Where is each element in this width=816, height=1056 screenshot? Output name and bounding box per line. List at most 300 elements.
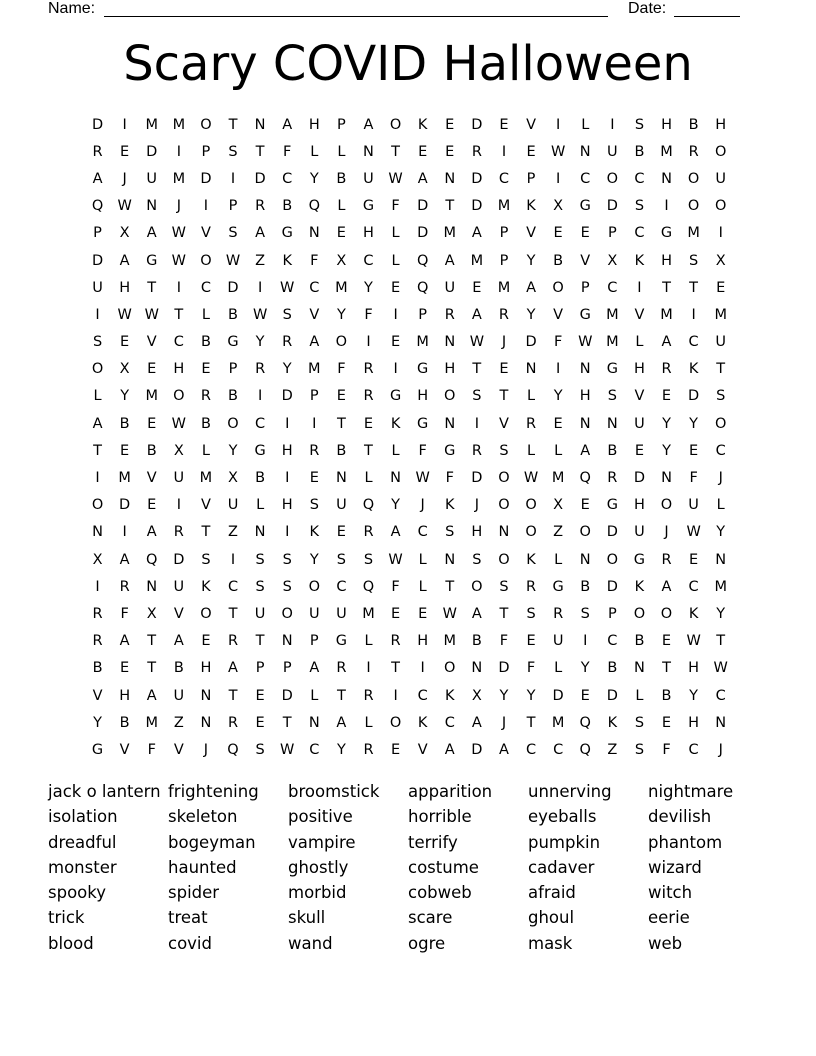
grid-letter[interactable]: U: [146, 170, 158, 187]
grid-letter[interactable]: O: [91, 497, 104, 514]
grid-letter[interactable]: A: [119, 633, 130, 650]
grid-letter[interactable]: Q: [579, 470, 591, 487]
grid-letter[interactable]: G: [606, 361, 618, 378]
grid-letter[interactable]: O: [687, 170, 700, 187]
grid-letter[interactable]: J: [718, 470, 723, 487]
grid-letter[interactable]: N: [444, 551, 456, 568]
grid-letter[interactable]: E: [336, 388, 346, 405]
grid-letter[interactable]: I: [474, 415, 479, 432]
grid-letter[interactable]: L: [527, 442, 536, 459]
grid-letter[interactable]: T: [662, 660, 671, 677]
grid-letter[interactable]: R: [255, 361, 266, 378]
grid-letter[interactable]: K: [390, 415, 401, 432]
grid-letter[interactable]: O: [660, 497, 673, 514]
grid-letter[interactable]: S: [363, 551, 374, 568]
grid-letter[interactable]: W: [442, 605, 457, 622]
grid-letter[interactable]: E: [445, 143, 455, 160]
grid-letter[interactable]: E: [526, 633, 536, 650]
grid-letter[interactable]: O: [389, 116, 402, 133]
grid-letter[interactable]: H: [661, 116, 672, 133]
grid-letter[interactable]: W: [686, 633, 701, 650]
grid-letter[interactable]: M: [308, 361, 321, 378]
grid-letter[interactable]: V: [634, 306, 645, 323]
grid-letter[interactable]: Y: [526, 687, 536, 704]
grid-letter[interactable]: S: [255, 551, 265, 568]
grid-letter[interactable]: U: [607, 143, 618, 160]
grid-letter[interactable]: C: [309, 279, 320, 296]
grid-letter[interactable]: L: [527, 388, 536, 405]
grid-letter[interactable]: I: [176, 497, 181, 514]
grid-letter[interactable]: B: [688, 116, 699, 133]
grid-letter[interactable]: A: [119, 252, 130, 269]
grid-letter[interactable]: U: [227, 497, 239, 514]
grid-letter[interactable]: A: [309, 334, 320, 351]
grid-letter[interactable]: M: [551, 714, 565, 731]
grid-letter[interactable]: G: [579, 306, 591, 323]
grid-letter[interactable]: A: [119, 551, 130, 568]
grid-letter[interactable]: Q: [146, 551, 158, 568]
grid-letter[interactable]: N: [444, 334, 456, 351]
grid-letter[interactable]: U: [688, 497, 699, 514]
grid-letter[interactable]: M: [606, 306, 619, 323]
grid-letter[interactable]: X: [119, 225, 130, 242]
grid-letter[interactable]: Y: [364, 279, 373, 296]
grid-letter[interactable]: C: [498, 170, 510, 187]
grid-letter[interactable]: M: [199, 470, 213, 487]
grid-letter[interactable]: U: [444, 279, 456, 296]
grid-letter[interactable]: N: [390, 470, 401, 487]
grid-letter[interactable]: R: [607, 470, 618, 487]
grid-letter[interactable]: J: [420, 497, 425, 514]
grid-letter[interactable]: D: [173, 551, 185, 568]
grid-letter[interactable]: I: [556, 116, 561, 133]
grid-letter[interactable]: E: [689, 551, 699, 568]
grid-letter[interactable]: Z: [607, 741, 618, 758]
grid-letter[interactable]: S: [92, 334, 103, 351]
grid-letter[interactable]: W: [252, 306, 268, 323]
grid-letter[interactable]: L: [364, 633, 373, 650]
grid-letter[interactable]: N: [254, 116, 266, 133]
grid-letter[interactable]: O: [498, 497, 510, 514]
grid-letter[interactable]: U: [173, 578, 185, 595]
grid-letter[interactable]: L: [201, 306, 210, 323]
grid-letter[interactable]: C: [553, 741, 564, 758]
grid-letter[interactable]: L: [310, 687, 319, 704]
grid-letter[interactable]: O: [200, 605, 212, 622]
grid-letter[interactable]: D: [552, 687, 564, 704]
grid-letter[interactable]: H: [444, 361, 456, 378]
grid-letter[interactable]: A: [444, 252, 455, 269]
grid-letter[interactable]: C: [688, 578, 699, 595]
grid-letter[interactable]: M: [172, 170, 186, 187]
grid-letter[interactable]: K: [445, 687, 455, 704]
grid-letter[interactable]: Y: [499, 687, 509, 704]
grid-letter[interactable]: V: [173, 741, 184, 758]
grid-letter[interactable]: D: [91, 252, 104, 269]
grid-letter[interactable]: T: [228, 687, 238, 704]
grid-letter[interactable]: D: [525, 334, 537, 351]
grid-letter[interactable]: K: [607, 714, 618, 731]
grid-letter[interactable]: D: [471, 198, 483, 215]
grid-letter[interactable]: D: [417, 198, 429, 215]
grid-letter[interactable]: E: [390, 741, 401, 758]
grid-letter[interactable]: E: [255, 714, 265, 731]
grid-letter[interactable]: I: [393, 306, 398, 323]
grid-letter[interactable]: X: [228, 470, 238, 487]
grid-letter[interactable]: X: [173, 442, 184, 459]
grid-letter[interactable]: E: [309, 470, 319, 487]
grid-letter[interactable]: V: [580, 252, 591, 269]
grid-letter[interactable]: U: [552, 633, 564, 650]
grid-letter[interactable]: S: [255, 741, 265, 758]
grid-letter[interactable]: N: [579, 143, 591, 160]
grid-letter[interactable]: S: [228, 143, 238, 160]
grid-letter[interactable]: R: [688, 143, 699, 160]
grid-letter[interactable]: T: [174, 306, 184, 323]
grid-letter[interactable]: P: [201, 143, 211, 160]
grid-letter[interactable]: F: [553, 334, 563, 351]
grid-letter[interactable]: Q: [362, 497, 375, 514]
grid-letter[interactable]: K: [688, 605, 699, 622]
grid-letter[interactable]: F: [391, 578, 400, 595]
grid-letter[interactable]: N: [579, 415, 591, 432]
grid-letter[interactable]: E: [201, 361, 211, 378]
grid-letter[interactable]: Y: [662, 415, 671, 432]
grid-letter[interactable]: T: [472, 361, 482, 378]
grid-letter[interactable]: I: [176, 279, 181, 296]
grid-letter[interactable]: R: [471, 143, 482, 160]
grid-letter[interactable]: X: [471, 687, 482, 704]
grid-letter[interactable]: I: [203, 198, 209, 215]
grid-letter[interactable]: F: [662, 741, 671, 758]
date-line[interactable]: [674, 16, 740, 17]
grid-letter[interactable]: E: [147, 361, 157, 378]
grid-letter[interactable]: I: [691, 306, 696, 323]
grid-letter[interactable]: O: [606, 551, 619, 568]
grid-letter[interactable]: K: [634, 578, 645, 595]
grid-letter[interactable]: U: [363, 170, 374, 187]
grid-letter[interactable]: E: [255, 687, 265, 704]
grid-letter[interactable]: U: [336, 497, 347, 514]
grid-letter[interactable]: U: [254, 605, 266, 622]
grid-letter[interactable]: R: [92, 633, 103, 650]
grid-letter[interactable]: K: [417, 116, 428, 133]
grid-letter[interactable]: N: [92, 524, 103, 541]
grid-letter[interactable]: N: [579, 361, 591, 378]
grid-letter[interactable]: C: [607, 279, 618, 296]
grid-letter[interactable]: M: [335, 279, 348, 296]
grid-letter[interactable]: D: [471, 741, 483, 758]
grid-letter[interactable]: I: [257, 279, 263, 296]
grid-letter[interactable]: P: [499, 225, 509, 242]
grid-letter[interactable]: I: [664, 198, 669, 215]
grid-letter[interactable]: K: [201, 578, 211, 595]
grid-letter[interactable]: A: [417, 170, 428, 187]
grid-letter[interactable]: W: [713, 660, 728, 677]
grid-letter[interactable]: R: [119, 578, 130, 595]
grid-letter[interactable]: W: [469, 334, 485, 351]
grid-letter[interactable]: R: [92, 605, 103, 622]
grid-letter[interactable]: D: [606, 198, 618, 215]
grid-letter[interactable]: R: [363, 741, 374, 758]
grid-letter[interactable]: U: [336, 605, 347, 622]
grid-letter[interactable]: F: [689, 470, 698, 487]
grid-letter[interactable]: M: [551, 470, 565, 487]
grid-letter[interactable]: H: [281, 497, 293, 514]
grid-letter[interactable]: C: [227, 578, 239, 595]
grid-letter[interactable]: R: [444, 306, 455, 323]
grid-letter[interactable]: G: [417, 361, 429, 378]
grid-letter[interactable]: F: [120, 605, 129, 622]
grid-letter[interactable]: T: [716, 633, 726, 650]
grid-letter[interactable]: O: [579, 524, 591, 541]
grid-letter[interactable]: X: [553, 198, 564, 215]
grid-letter[interactable]: E: [390, 334, 401, 351]
grid-letter[interactable]: V: [146, 334, 157, 351]
grid-letter[interactable]: T: [391, 660, 400, 677]
grid-letter[interactable]: W: [171, 225, 186, 242]
grid-letter[interactable]: I: [122, 524, 127, 541]
grid-letter[interactable]: I: [285, 470, 290, 487]
grid-letter[interactable]: R: [363, 361, 374, 378]
grid-letter[interactable]: O: [633, 605, 646, 622]
grid-letter[interactable]: S: [472, 388, 482, 405]
grid-letter[interactable]: K: [526, 198, 536, 215]
grid-letter[interactable]: C: [336, 578, 347, 595]
grid-letter[interactable]: S: [309, 497, 319, 514]
grid-letter[interactable]: N: [471, 660, 483, 677]
grid-letter[interactable]: B: [255, 470, 266, 487]
grid-letter[interactable]: A: [336, 714, 347, 731]
grid-letter[interactable]: H: [688, 660, 700, 677]
grid-letter[interactable]: D: [227, 279, 239, 296]
grid-letter[interactable]: C: [580, 170, 591, 187]
grid-letter[interactable]: H: [661, 252, 672, 269]
grid-letter[interactable]: J: [203, 741, 209, 758]
grid-letter[interactable]: Y: [228, 442, 238, 459]
grid-letter[interactable]: E: [580, 497, 590, 514]
grid-letter[interactable]: O: [714, 198, 727, 215]
grid-letter[interactable]: B: [228, 388, 238, 405]
grid-letter[interactable]: R: [309, 442, 320, 459]
grid-letter[interactable]: Y: [662, 442, 671, 459]
grid-letter[interactable]: X: [607, 252, 618, 269]
grid-letter[interactable]: E: [363, 415, 374, 432]
grid-letter[interactable]: G: [362, 198, 375, 215]
grid-letter[interactable]: O: [444, 660, 456, 677]
grid-letter[interactable]: O: [552, 279, 564, 296]
grid-letter[interactable]: P: [309, 388, 319, 405]
grid-letter[interactable]: A: [146, 225, 157, 242]
grid-letter[interactable]: E: [634, 442, 644, 459]
grid-letter[interactable]: S: [634, 714, 645, 731]
grid-letter[interactable]: B: [200, 334, 211, 351]
grid-letter[interactable]: P: [228, 198, 238, 215]
grid-letter[interactable]: V: [526, 116, 536, 133]
grid-letter[interactable]: Y: [689, 687, 699, 704]
grid-letter[interactable]: N: [308, 714, 320, 731]
grid-letter[interactable]: G: [579, 198, 591, 215]
grid-letter[interactable]: W: [550, 143, 566, 160]
grid-letter[interactable]: L: [256, 497, 265, 514]
grid-letter[interactable]: O: [91, 361, 104, 378]
grid-letter[interactable]: M: [172, 116, 186, 133]
grid-letter[interactable]: T: [689, 279, 699, 296]
grid-letter[interactable]: T: [255, 143, 265, 160]
grid-letter[interactable]: R: [526, 415, 537, 432]
grid-letter[interactable]: V: [92, 687, 103, 704]
grid-letter[interactable]: B: [228, 306, 238, 323]
grid-letter[interactable]: Q: [416, 252, 429, 269]
grid-letter[interactable]: O: [281, 605, 293, 622]
grid-letter[interactable]: D: [471, 170, 483, 187]
grid-letter[interactable]: L: [581, 116, 590, 133]
grid-letter[interactable]: H: [633, 497, 645, 514]
grid-letter[interactable]: M: [145, 116, 158, 133]
grid-letter[interactable]: I: [420, 660, 425, 677]
grid-letter[interactable]: U: [715, 334, 727, 351]
grid-letter[interactable]: E: [661, 714, 672, 731]
grid-letter[interactable]: N: [281, 633, 293, 650]
grid-letter[interactable]: V: [417, 741, 428, 758]
grid-letter[interactable]: Y: [716, 605, 726, 622]
grid-letter[interactable]: A: [661, 334, 672, 351]
grid-letter[interactable]: G: [91, 741, 104, 758]
grid-letter[interactable]: E: [147, 415, 157, 432]
grid-letter[interactable]: T: [147, 660, 157, 677]
grid-letter[interactable]: F: [391, 198, 400, 215]
grid-letter[interactable]: S: [499, 442, 509, 459]
grid-letter[interactable]: Q: [579, 741, 591, 758]
grid-letter[interactable]: W: [171, 415, 186, 432]
grid-letter[interactable]: B: [119, 714, 130, 731]
grid-letter[interactable]: O: [308, 578, 320, 595]
grid-letter[interactable]: H: [363, 225, 374, 242]
grid-letter[interactable]: I: [95, 578, 100, 595]
grid-letter[interactable]: O: [335, 334, 348, 351]
grid-letter[interactable]: E: [418, 143, 428, 160]
grid-letter[interactable]: S: [580, 605, 590, 622]
grid-letter[interactable]: W: [280, 741, 295, 758]
grid-letter[interactable]: N: [444, 415, 456, 432]
grid-letter[interactable]: I: [230, 551, 236, 568]
grid-letter[interactable]: U: [308, 605, 320, 622]
grid-letter[interactable]: L: [364, 470, 373, 487]
grid-letter[interactable]: L: [201, 442, 210, 459]
grid-letter[interactable]: N: [633, 660, 645, 677]
grid-letter[interactable]: H: [715, 116, 727, 133]
grid-letter[interactable]: Q: [579, 714, 591, 731]
grid-letter[interactable]: A: [363, 116, 374, 133]
grid-letter[interactable]: T: [255, 633, 265, 650]
grid-letter[interactable]: K: [445, 497, 455, 514]
grid-letter[interactable]: R: [553, 605, 564, 622]
grid-letter[interactable]: M: [443, 225, 457, 242]
grid-letter[interactable]: O: [227, 415, 239, 432]
grid-letter[interactable]: T: [716, 361, 726, 378]
grid-letter[interactable]: E: [120, 442, 130, 459]
grid-letter[interactable]: P: [228, 361, 238, 378]
grid-letter[interactable]: E: [201, 633, 211, 650]
grid-letter[interactable]: X: [92, 551, 103, 568]
grid-letter[interactable]: P: [93, 225, 102, 242]
grid-letter[interactable]: I: [285, 524, 290, 541]
grid-letter[interactable]: P: [418, 306, 428, 323]
grid-letter[interactable]: S: [607, 388, 617, 405]
grid-letter[interactable]: D: [606, 578, 618, 595]
grid-letter[interactable]: C: [634, 225, 645, 242]
grid-letter[interactable]: J: [501, 334, 507, 351]
grid-letter[interactable]: P: [499, 252, 509, 269]
grid-letter[interactable]: V: [200, 225, 211, 242]
grid-letter[interactable]: L: [337, 143, 346, 160]
grid-letter[interactable]: E: [499, 116, 509, 133]
grid-letter[interactable]: S: [255, 578, 265, 595]
grid-letter[interactable]: I: [285, 415, 290, 432]
grid-letter[interactable]: V: [309, 306, 320, 323]
grid-letter[interactable]: G: [227, 334, 239, 351]
grid-letter[interactable]: S: [336, 551, 346, 568]
grid-letter[interactable]: E: [580, 225, 590, 242]
grid-letter[interactable]: O: [498, 551, 510, 568]
grid-letter[interactable]: O: [687, 198, 700, 215]
grid-letter[interactable]: I: [393, 687, 398, 704]
grid-letter[interactable]: G: [254, 442, 266, 459]
grid-letter[interactable]: T: [228, 116, 238, 133]
grid-letter[interactable]: V: [119, 741, 130, 758]
grid-letter[interactable]: Y: [391, 497, 400, 514]
grid-letter[interactable]: D: [91, 116, 104, 133]
grid-letter[interactable]: C: [634, 170, 645, 187]
grid-letter[interactable]: A: [580, 442, 591, 459]
grid-letter[interactable]: W: [388, 551, 403, 568]
grid-letter[interactable]: I: [637, 279, 642, 296]
grid-letter[interactable]: U: [715, 170, 727, 187]
grid-letter[interactable]: S: [201, 551, 211, 568]
grid-letter[interactable]: T: [499, 605, 509, 622]
grid-letter[interactable]: R: [661, 361, 672, 378]
grid-letter[interactable]: D: [281, 388, 293, 405]
grid-letter[interactable]: P: [607, 225, 617, 242]
grid-letter[interactable]: C: [525, 741, 537, 758]
grid-letter[interactable]: A: [255, 225, 266, 242]
grid-letter[interactable]: M: [606, 334, 619, 351]
grid-letter[interactable]: W: [415, 470, 430, 487]
grid-letter[interactable]: C: [363, 252, 374, 269]
grid-letter[interactable]: H: [308, 116, 320, 133]
grid-letter[interactable]: I: [312, 415, 317, 432]
grid-letter[interactable]: O: [606, 170, 619, 187]
grid-letter[interactable]: O: [200, 116, 212, 133]
grid-letter[interactable]: E: [526, 143, 536, 160]
grid-letter[interactable]: A: [498, 741, 509, 758]
grid-letter[interactable]: B: [634, 633, 645, 650]
grid-letter[interactable]: E: [120, 334, 130, 351]
grid-letter[interactable]: P: [282, 660, 292, 677]
grid-letter[interactable]: N: [606, 415, 618, 432]
grid-letter[interactable]: M: [714, 306, 727, 323]
grid-letter[interactable]: L: [391, 442, 400, 459]
grid-letter[interactable]: U: [634, 524, 645, 541]
grid-letter[interactable]: B: [119, 415, 130, 432]
grid-letter[interactable]: S: [634, 741, 645, 758]
grid-letter[interactable]: Y: [526, 252, 536, 269]
grid-letter[interactable]: B: [200, 415, 211, 432]
grid-letter[interactable]: M: [145, 714, 158, 731]
grid-letter[interactable]: B: [173, 660, 184, 677]
grid-letter[interactable]: N: [661, 470, 672, 487]
grid-letter[interactable]: N: [146, 578, 158, 595]
